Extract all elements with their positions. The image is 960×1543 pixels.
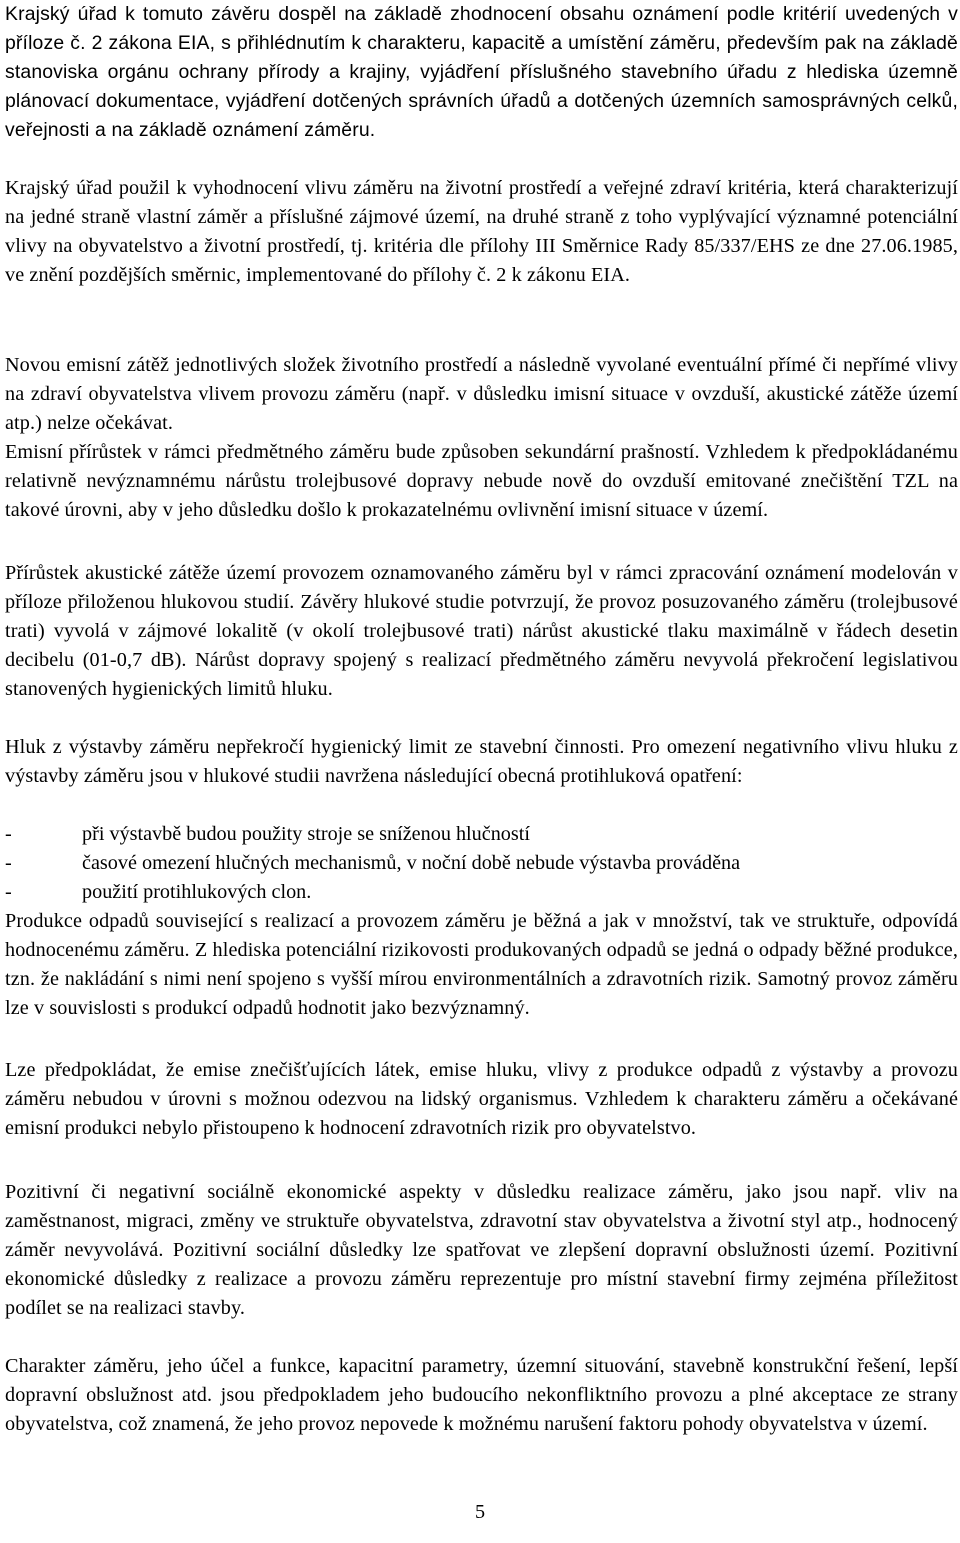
list-item-text: použití protihlukových clon. [82,881,312,903]
paragraph-emission-increase: Emisní přírůstek v rámci předmětného záměru bude způsoben sekundární prašností. Vzhledem k předpokládanému relativně nevýznamnému nárůstu trolejbusové dopravy nebude nově do ovzduší emitované znečištění TZL na takové úrovni, aby v jeho důsledku došlo k prokazatelnému ovlivnění imisní situace v území. [5,441,958,521]
list-item-text: časové omezení hlučných mechanismů, v noční době nebude výstavba prováděna [82,852,741,874]
list-dash: - [5,881,12,903]
noise-measures-list [5,820,958,907]
list-dash: - [5,823,12,845]
paragraph-conclusion-basis: Krajský úřad k tomuto závěru dospěl na základě zhodnocení obsahu oznámení podle kritérií uvedených v příloze č. 2 zákona EIA, s přihlédnutím k charakteru, kapacitě a umístění záměru, především pak na základě stanoviska orgánu ochrany přírody a krajiny, vyjádření příslušného stavebního úřadu z hlediska územně plánovací dokumentace, vyjádření dotčených správních úřadů a dotčených územních samosprávných celků, veřejnosti a na základě oznámení záměru. [5,3,958,141]
list-item [5,878,958,907]
paragraph-construction-noise: Hluk z výstavby záměru nepřekročí hygienický limit ze stavební činnosti. Pro omezení negativního vlivu hluku z výstavby záměru jsou v hlukové studii navržena následující obecná protihluková opatření: [5,736,958,787]
paragraph-waste-production: Produkce odpadů související s realizací a provozem záměru je běžná a jak v množství, tak ve struktuře, odpovídá hodnocenému záměru. Z hlediska potenciální rizikovosti produkovaných odpadů se jedná o odpady běžné produkce, tzn. že nakládání s nimi není spojeno s vyšší mírou environmentálních a zdravotních rizik. Samotný provoz záměru lze v souvislosti s produkcí odpadů hodnotit jako bezvýznamný. [5,910,958,1019]
paragraph-acoustic-load: Přírůstek akustické zátěže území provozem oznamovaného záměru byl v rámci zpracování oznámení modelován v příloze přiloženou hlukovou studií. Závěry hlukové studie potvrzují, že provoz posuzovaného záměru (trolejbusové trati) vyvolá v zájmové lokalitě (v okolí trolejbusové trati) nárůst akustické tlaku maximálně v řádech desetin decibelu (01-0,7 dB). Nárůst dopravy spojený s realizací předmětného záměru nevyvolá překročení legislativou stanovených hygienických limitů hluku. [5,562,958,700]
list-item [5,849,958,878]
paragraph-emission-burden: Novou emisní zátěž jednotlivých složek životního prostředí a následně vyvolané eventuální přímé či nepřímé vlivy na zdraví obyvatelstva vlivem provozu záměru (např. v důsledku imisní situace v ovzduší, akustické zátěže území atp.) nelze očekávat. [5,354,958,434]
paragraph-socioeconomic-aspects: Pozitivní či negativní sociálně ekonomické aspekty v důsledku realizace záměru, jako jsou např. vliv na zaměstnanost, migraci, změny ve struktuře obyvatelstva, zdravotní stav obyvatelstva a životní styl atp., hodnocený záměr nevyvolává. Pozitivní sociální důsledky lze spatřovat ve zlepšení dopravní obslužnosti území. Pozitivní ekonomické důsledky z realizace a provozu záměru reprezentuje pro místní stavební firmy zejména příležitost podílet se na realizaci stavby. [5,1181,958,1319]
paragraph-project-character: Charakter záměru, jeho účel a funkce, kapacitní parametry, územní situování, stavebně konstrukční řešení, lepší dopravní obslužnost atd. jsou předpokladem jeho budoucího nekonfliktního provozu a plné akceptace ze strany obyvatelstva, což znamená, že jeho provoz nepovede k možnému narušení faktoru pohody obyvatelstva v území. [5,1355,958,1435]
paragraph-evaluation-criteria: Krajský úřad použil k vyhodnocení vlivu záměru na životní prostředí a veřejné zdraví kritéria, která charakterizují na jedné straně vlastní záměr a příslušné zájmové území, na druhé straně z toho vyplývající významné potenciální vlivy na obyvatelstvo a životní prostředí, tj. kritéria dle přílohy III Směrnice Rady 85/337/EHS ze dne 27.06.1985, ve znění pozdějších směrnic, implementované do přílohy č. 2 k zákonu EIA. [5,177,958,286]
paragraph-health-risks: Lze předpokládat, že emise znečišťujících látek, emise hluku, vlivy z produkce odpadů z výstavby a provozu záměru nebudou v úrovni s možnou odezvou na lidský organismus. Vzhledem k charakteru záměru a očekávané emisní produkci nebylo přistoupeno k hodnocení zdravotních rizik pro obyvatelstvo. [5,1059,958,1139]
page-number: 5 [474,1501,486,1523]
list-item-text: při výstavbě budou použity stroje se sníženou hlučností [82,823,530,845]
list-dash: - [5,852,12,874]
list-item [5,820,958,849]
